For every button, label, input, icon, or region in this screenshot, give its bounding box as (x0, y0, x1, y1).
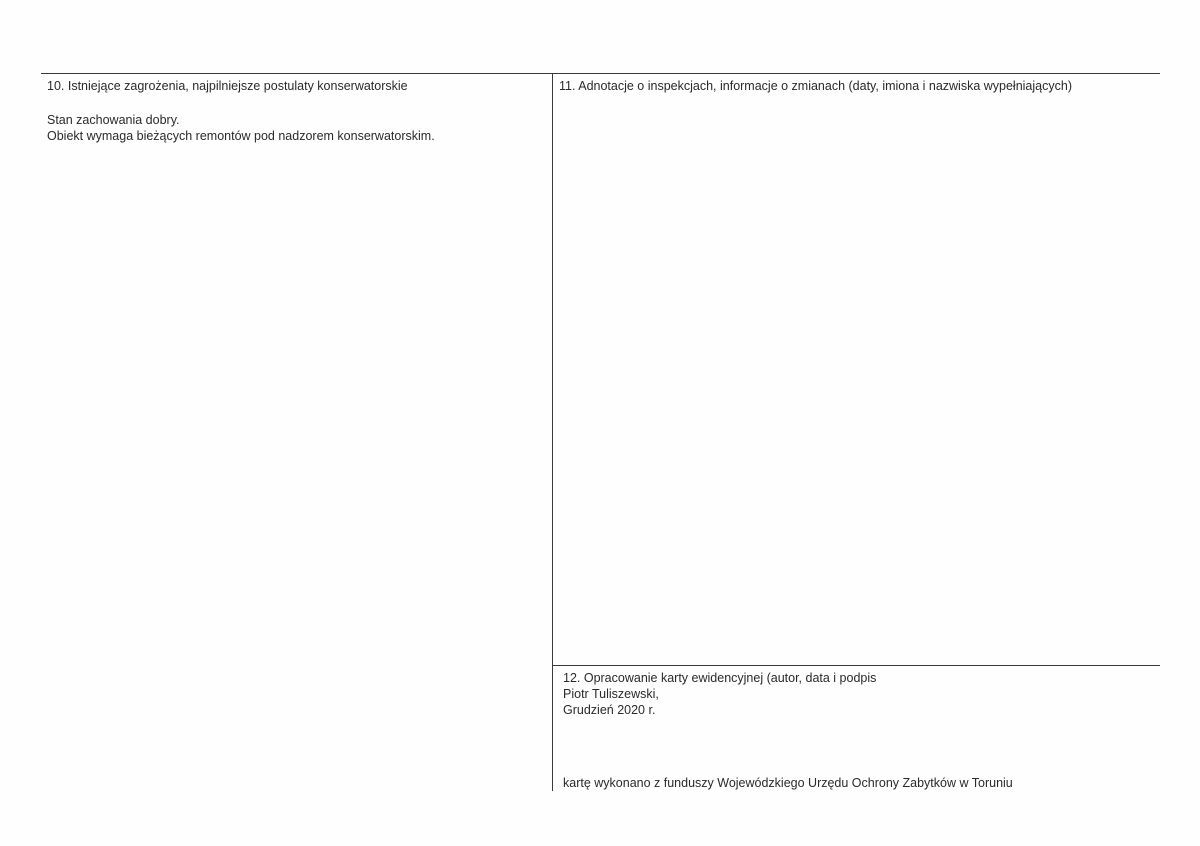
funding-note-text: kartę wykonano z funduszy Wojewódzkiego Urzędu Ochrony Zabytków w Toruniu (563, 776, 1013, 790)
column-divider (552, 73, 553, 791)
section-10 (47, 78, 547, 144)
condition-text: Stan zachowania dobry. (47, 113, 180, 127)
section-12-rule (553, 665, 1160, 666)
top-rule-left (41, 73, 553, 74)
section-12 (563, 670, 1153, 718)
section-12-heading: 12. Opracowanie karty ewidencyjnej (autor, data i podpis (563, 671, 877, 685)
author-name: Piotr Tuliszewski, (563, 687, 659, 701)
top-rule-right (553, 73, 1160, 74)
funding-note (563, 775, 1153, 791)
section-10-heading: 10. Istniejące zagrożenia, najpilniejsze postulaty konserwatorskie (47, 79, 408, 93)
conservation-requirement-text: Obiekt wymaga bieżących remontów pod nadzorem konserwatorskim. (47, 129, 435, 143)
section-11-heading: 11. Adnotacje o inspekcjach, informacje o zmianach (daty, imiona i nazwiska wypełniających) (559, 79, 1072, 93)
preparation-date: Grudzień 2020 r. (563, 703, 656, 717)
section-11 (559, 78, 1157, 94)
